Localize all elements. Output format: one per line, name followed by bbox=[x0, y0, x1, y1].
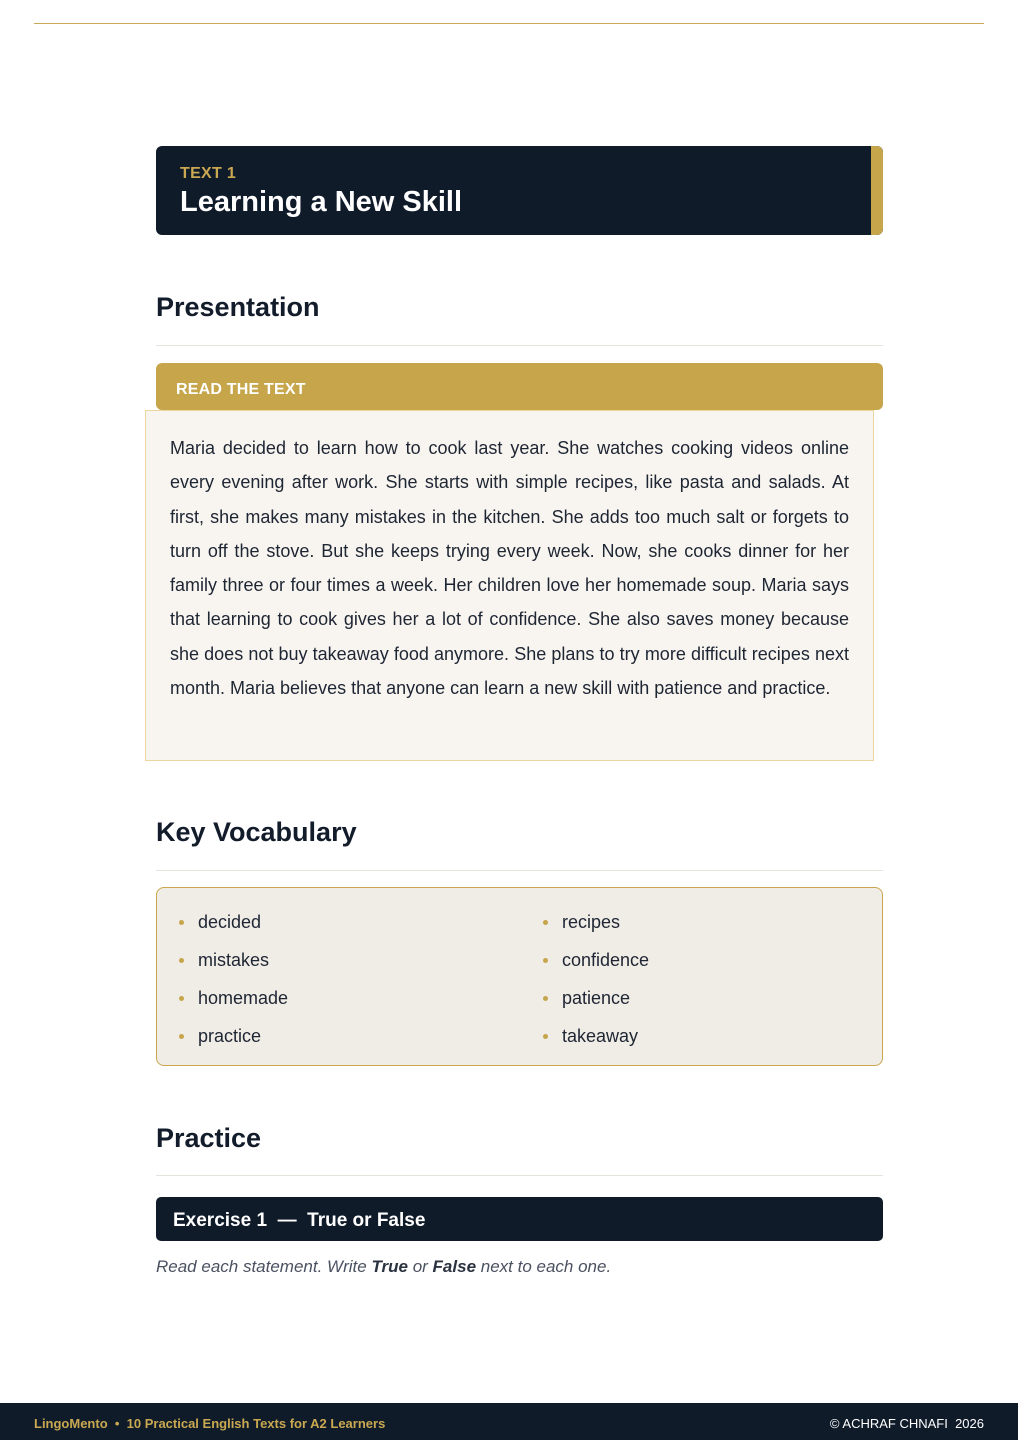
exercise-header bbox=[156, 1197, 883, 1241]
bullet-icon bbox=[179, 996, 184, 1001]
vocabulary-item: mistakes bbox=[179, 948, 288, 986]
top-divider bbox=[34, 23, 984, 24]
exercise-title: Exercise 1 — True or False bbox=[173, 1210, 426, 1231]
practice-divider bbox=[156, 1175, 883, 1176]
bullet-icon bbox=[179, 920, 184, 925]
vocabulary-item: patience bbox=[543, 986, 649, 1024]
exercise-instructions: Read each statement. Write True or False next to each one. bbox=[156, 1257, 612, 1276]
footer-series-title: LingoMento • 10 Practical English Texts for A2 Learners bbox=[34, 1416, 386, 1431]
vocabulary-divider bbox=[156, 870, 883, 871]
text-title: Learning a New Skill bbox=[180, 186, 463, 218]
read-the-text-banner bbox=[156, 363, 883, 410]
text-number-label: TEXT 1 bbox=[180, 165, 237, 182]
vocabulary-column-right bbox=[543, 910, 649, 1062]
read-the-text-label: READ THE TEXT bbox=[176, 381, 306, 398]
vocabulary-item: practice bbox=[179, 1024, 288, 1062]
bullet-icon bbox=[179, 958, 184, 963]
vocabulary-column-left bbox=[179, 910, 288, 1062]
vocabulary-heading: Key Vocabulary bbox=[156, 817, 357, 847]
presentation-divider bbox=[156, 345, 883, 346]
vocabulary-item: confidence bbox=[543, 948, 649, 986]
reading-passage: Maria decided to learn how to cook last year. She watches cooking videos online every evening after work. She starts with simple recipes, like pasta and salads. At first, she makes many mistakes in the kitchen. She adds too much salt or forgets to turn off the stove. But she keeps trying every week. Now, she cooks dinner for her family three or four times a week. Her children love her homemade soup. Maria says that learning to cook gives her a lot of confidence. She also saves money because she does not buy takeaway food anymore. She plans to try more difficult recipes next month. Maria believes that anyone can learn a new skill with patience and practice. bbox=[170, 438, 849, 699]
false-keyword: False bbox=[432, 1257, 477, 1276]
vocabulary-box bbox=[156, 887, 883, 1066]
bullet-icon bbox=[543, 1034, 548, 1039]
title-card-accent bbox=[871, 146, 883, 235]
vocabulary-item: takeaway bbox=[543, 1024, 649, 1062]
text-title-card bbox=[156, 146, 883, 235]
bullet-icon bbox=[179, 1034, 184, 1039]
practice-heading: Practice bbox=[156, 1123, 262, 1153]
reading-passage-box bbox=[145, 410, 874, 761]
vocabulary-item: homemade bbox=[179, 986, 288, 1024]
vocabulary-item: recipes bbox=[543, 910, 649, 948]
bullet-icon bbox=[543, 958, 548, 963]
footer-copyright: © ACHRAF CHNAFI 2026 bbox=[829, 1416, 984, 1431]
bullet-icon bbox=[543, 920, 548, 925]
presentation-heading: Presentation bbox=[156, 292, 320, 322]
bullet-icon bbox=[543, 996, 548, 1001]
true-keyword: True bbox=[371, 1257, 408, 1276]
vocabulary-item: decided bbox=[179, 910, 288, 948]
page-footer bbox=[0, 1403, 1018, 1440]
